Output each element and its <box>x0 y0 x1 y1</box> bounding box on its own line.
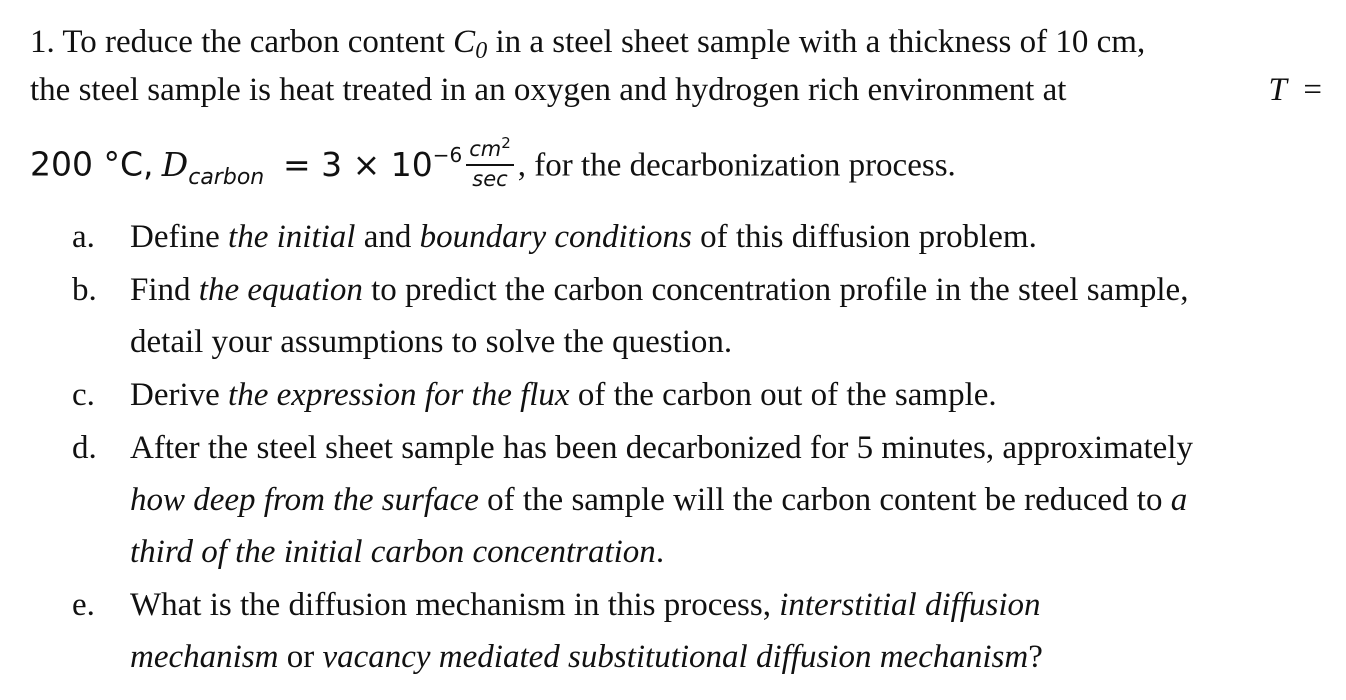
diffusivity-unit-fraction: $\frac{cm^2}{\sec}$ <box>466 138 514 190</box>
item-d-label: d. <box>72 430 97 466</box>
problem-line-2 <box>30 70 1322 110</box>
problem-text-1b: in a steel sheet sample with a thickness of 10 cm, <box>487 24 1146 60</box>
item-d-text: After the steel sheet sample has been decarbonized for 5 minutes, approximately <box>130 430 1193 466</box>
problem-text-1a: To reduce the carbon content <box>62 24 454 60</box>
problem-text-2: the steel sample is heat treated in an oxygen and hydrogen rich environment at <box>30 72 1067 108</box>
item-d-continuation-2: third of the initial carbon concentration. <box>130 534 665 570</box>
temperature-symbol: T = <box>1268 72 1322 108</box>
problem-line-3 <box>30 134 956 194</box>
diffusivity-symbol: $D_{carbon}$ <box>161 144 265 190</box>
item-c-label: c. <box>72 377 95 413</box>
problem-line-1 <box>30 22 1322 65</box>
item-b-label: b. <box>72 272 97 308</box>
item-b-text: Find the equation to predict the carbon concentration profile in the steel sample, <box>130 272 1189 308</box>
problem-number: 1. <box>30 24 55 60</box>
item-e-label: e. <box>72 587 95 623</box>
item-b-continuation: detail your assumptions to solve the question. <box>130 324 733 360</box>
problem-text-3-tail: , for the decarbonization process. <box>517 147 956 184</box>
item-a-text: Define the initial and boundary conditions of this diffusion problem. <box>130 219 1037 255</box>
item-a-label: a. <box>72 219 95 255</box>
item-e-text: What is the diffusion mechanism in this process, interstitial diffusion <box>130 587 1041 623</box>
problem-statement-part-1 <box>30 22 1145 65</box>
item-c-text: Derive the expression for the flux of the carbon out of the sample. <box>130 377 997 413</box>
item-e-continuation: mechanism or vacancy mediated substitutional diffusion mechanism? <box>130 639 1043 675</box>
item-d-continuation-1: how deep from the surface of the sample will the carbon content be reduced to a <box>130 482 1188 518</box>
initial-carbon-symbol: C0 <box>453 24 488 64</box>
temperature-value: 200 °C, <box>30 144 154 184</box>
diffusivity-value: = $3 \times 10^{-6}$ <box>282 142 463 184</box>
